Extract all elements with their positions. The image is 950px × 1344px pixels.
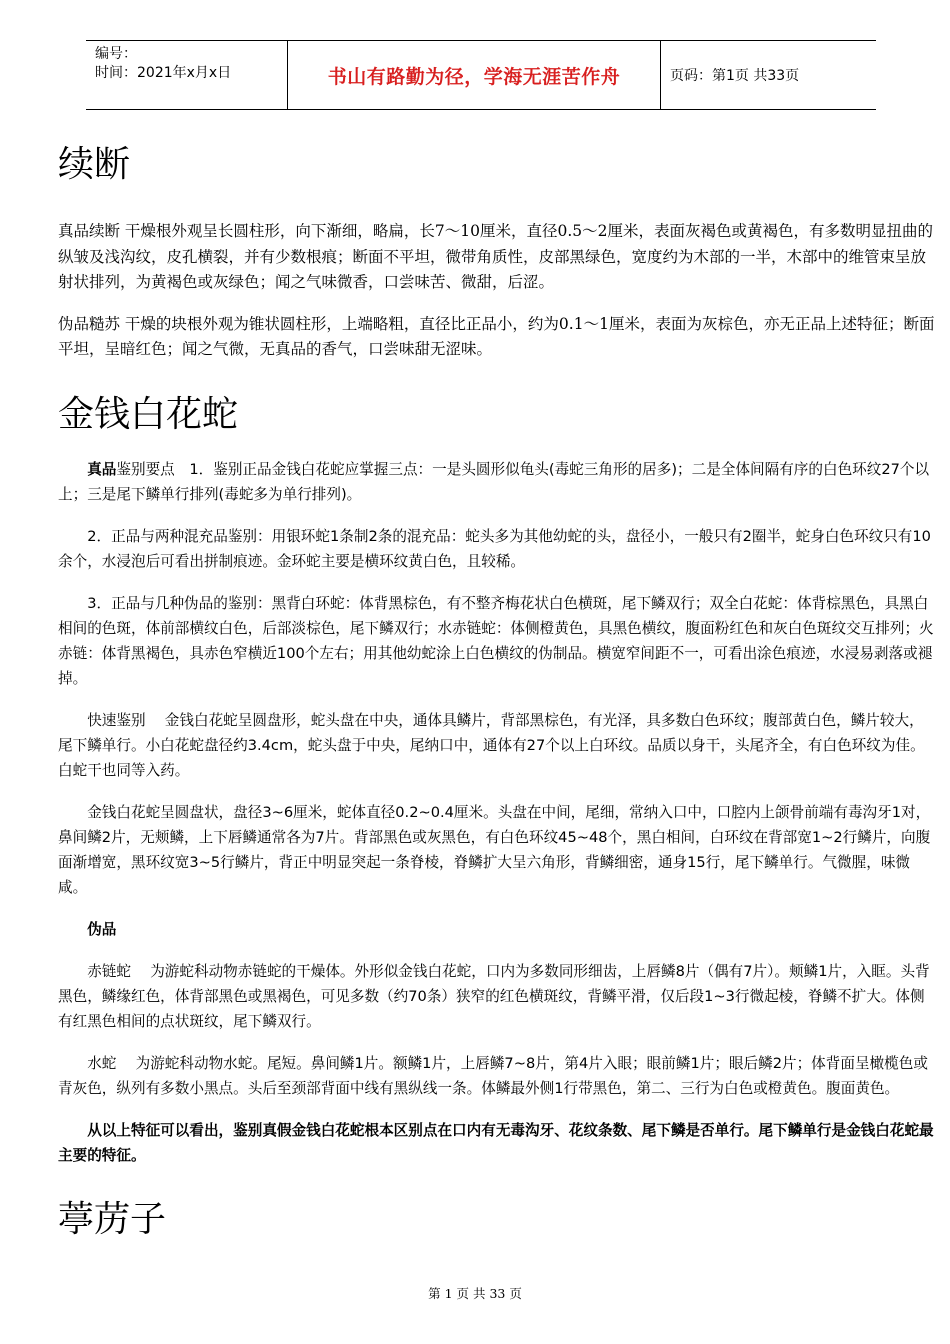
paragraph-red-chain-snake: 赤链蛇 为游蛇科动物赤链蛇的干燥体。外形似金钱白花蛇，口内为多数同形细齿，上唇鳞8片（偶有7片）。颊鳞1片，入眶。头背黑色，鳞缘红色，体背部黑色或黑褐色，可见多数（约70条）狭窄的红色横斑纹，背鳞平滑，仅后段1~3行微起棱，脊鳞不扩大。体侧有红黑色相间的点状斑纹，尾下鳞双行。 xyxy=(58,962,930,1030)
header-page-number: 页码：第1页 共33页 xyxy=(670,68,800,84)
paragraph-snake-key-points-text: 鉴别要点 1．鉴别正品金钱白花蛇应掌握三点：一是头圆形似龟头(毒蛇三角形的居多)；二是全体间隔有序的白色环纹27个以上；三是尾下鳞单行排列(毒蛇多为单行排列)。 xyxy=(58,460,930,503)
subheading-fake: 伪品 xyxy=(87,920,117,938)
page-footer: 第 1 页 共 33 页 xyxy=(428,1286,522,1301)
paragraph-snake-description: 金钱白花蛇呈圆盘状，盘径3~6厘米，蛇体直径0.2~0.4厘米。头盘在中间，尾细，常纳入口中，口腔内上颌骨前端有毒沟牙1对，鼻间鳞2片，无颊鳞，上下唇鳞通常各为7片。背部黑色或灰黑色，有白色环纹45~48个，黑白相间，白环纹在背部宽1~2行鳞片，向腹面渐增宽，黑环纹宽3~5行鳞片，背正中明显突起一条脊棱，脊鳞扩大呈六角形，背鳞细密，通身15行，尾下鳞单行。气微腥，味微咸。 xyxy=(58,803,931,896)
section-title-tinglizi: 葶苈子 xyxy=(58,1198,167,1240)
paragraph-genuine-xuduan: 真品续断 干燥根外观呈长圆柱形，向下渐细，略扁，长7～10厘米，直径0.5～2厘米，表面灰褐色或黄褐色，有多数明显扭曲的纵皱及浅沟纹，皮孔横裂，并有少数根痕；断面不平坦，微带角质性，皮部黑绿色，宽度约为木部的一半，木部中的维管束呈放射状排列，为黄褐色或灰绿色；闻之气味微香，口尝味苦、微甜，后涩。 xyxy=(58,222,934,291)
paragraph-snake-key-points xyxy=(58,457,938,507)
paragraph-water-snake: 水蛇 为游蛇科动物水蛇。尾短。鼻间鳞1片。额鳞1片，上唇鳞7~8片，第4片入眼；眼前鳞1片；眼后鳞2片；体背面呈橄榄色或青灰色，纵列有多数小黑点。头后至颈部背面中线有黑纵线一条。体鳞最外侧1行带黑色，第二、三行为白色或橙黄色。腹面黄色。 xyxy=(58,1054,928,1097)
label-genuine: 真品 xyxy=(87,460,117,478)
header-number: 编号： xyxy=(95,46,137,62)
section-title-snake: 金钱白花蛇 xyxy=(58,393,239,435)
paragraph-snake-counterfeit-two: 2．正品与两种混充品鉴别：用银环蛇1条制2条的混充品：蛇头多为其他幼蛇的头，盘径小，一般只有2圈半，蛇身白色环纹只有10余个，水浸泡后可看出拼制痕迹。金环蛇主要是横环纹黄白色，且较稀。 xyxy=(58,527,931,570)
document-body xyxy=(58,130,938,1242)
section-title-xuduan: 续断 xyxy=(58,144,131,185)
paragraph-snake-counterfeit-several: 3．正品与几种伪品的鉴别：黑背白环蛇：体背黑棕色，有不整齐梅花状白色横斑，尾下鳞双行；双全白花蛇：体背棕黑色，具黑白相间的色斑，体前部横纹白色，后部淡棕色，尾下鳞双行；水赤链蛇：体侧橙黄色，具黑色横纹，腹面粉红色和灰白色斑纹交互排列；火赤链：体背黑褐色，具赤色窄横近100个左右；用其他幼蛇涂上白色横纹的伪制品。横宽窄间距不一，可看出涂色痕迹，水浸易剥落或褪掉。 xyxy=(58,594,934,687)
header-date: 时间：2021年x月x日 xyxy=(95,65,232,81)
paragraph-snake-quick-id: 快速鉴别 金钱白花蛇呈圆盘形，蛇头盘在中央，通体具鳞片，背部黑棕色，有光泽，具多数白色环纹；腹部黄白色，鳞片较大，尾下鳞单行。小白花蛇盘径约3.4cm，蛇头盘于中央，尾纳口中，通体有27个以上白环纹。品质以身干，头尾齐全，有白色环纹为佳。白蛇干也同等入药。 xyxy=(58,711,925,779)
header-motto: 书山有路勤为径，学海无涯苦作舟 xyxy=(287,41,661,109)
paragraph-conclusion: 从以上特征可以看出，鉴别真假金钱白花蛇根本区别点在口内有无毒沟牙、花纹条数、尾下鳞是否单行。尾下鳞单行是金钱白花蛇最主要的特征。 xyxy=(58,1121,934,1164)
page-header xyxy=(86,40,876,110)
header-meta xyxy=(86,41,287,109)
paragraph-fake-xuduan: 伪品糙苏 干燥的块根外观为锥状圆柱形，上端略粗，直径比正品小，约为0.1～1厘米，表面为灰棕色，亦无正品上述特征；断面平坦，呈暗红色；闻之气微，无真品的香气，口尝味甜无涩味。 xyxy=(58,314,935,358)
